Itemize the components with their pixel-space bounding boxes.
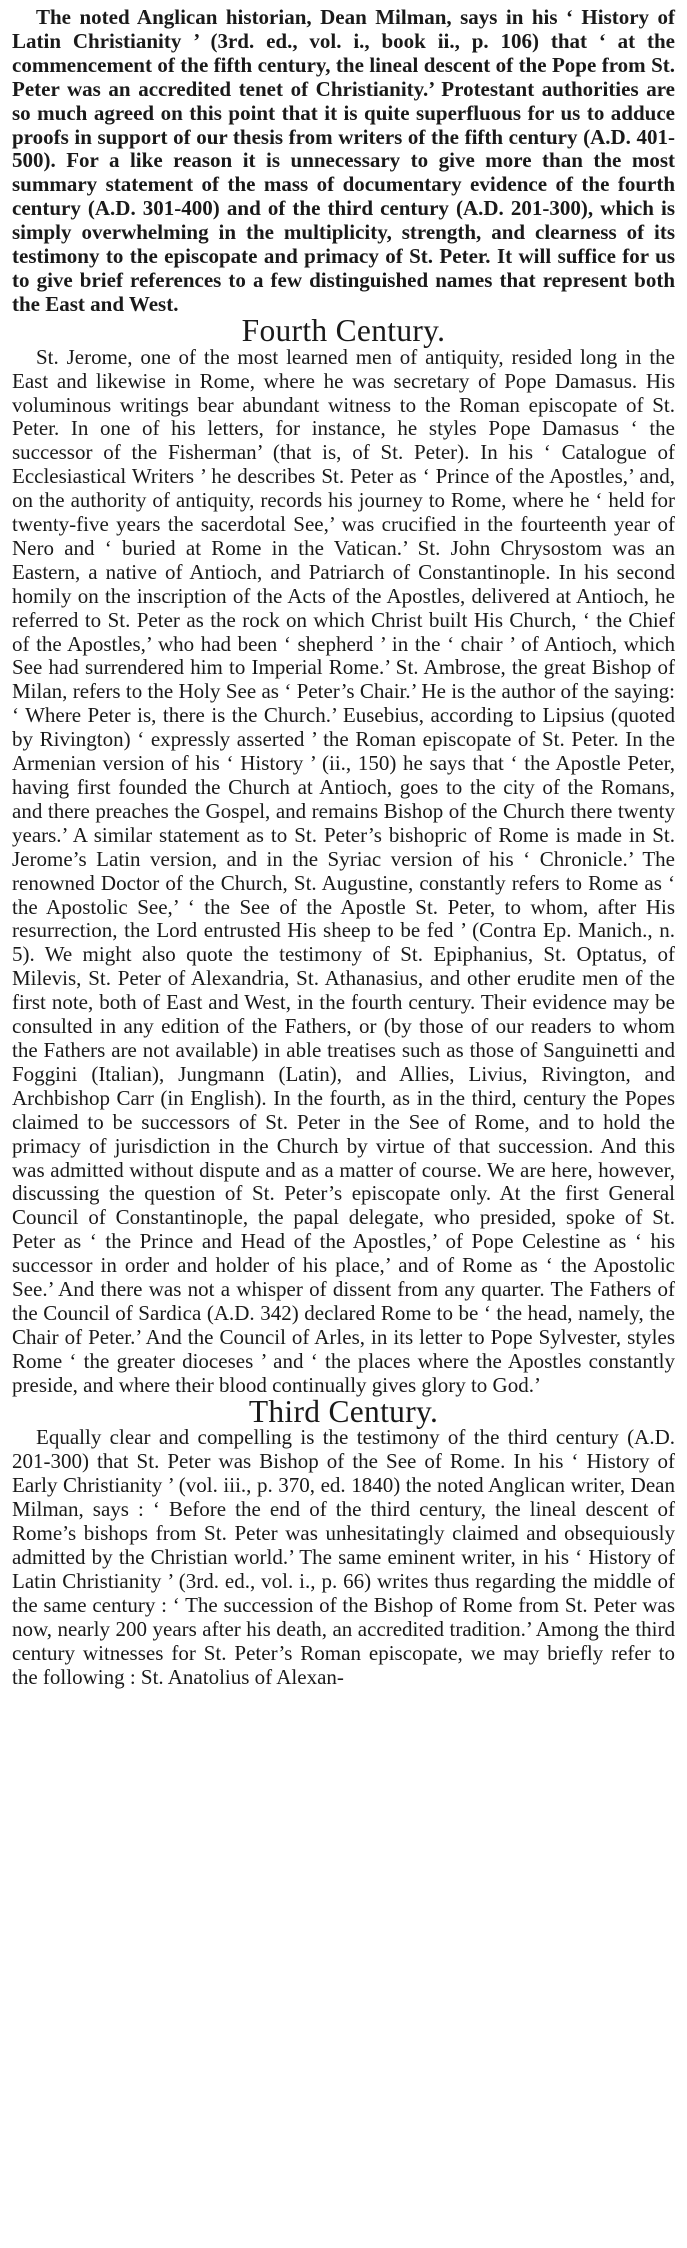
fourth-century-paragraph: St. Jerome, one of the most learned men of antiquity, resided long in the East and likewise in Rome, where he was secretary of Pope Damasus. His voluminous writings bear abundant witness to the Roman episcopate of St. Peter. In one of his letters, for instance, he styles Pope Damasus ‘ the successor of the Fisherman’ (that is, of St. Peter). In his ‘ Catalogue of Ecclesiastical Writers ’ he describes St. Peter as ‘ Prince of the Apostles,’ and, on the authority of antiquity, records his journey to Rome, where he ‘ held for twenty-five years the sacerdotal See,’ was crucified in the fourteenth year of Nero and ‘ buried at Rome in the Vatican.’ St. John Chrysostom was an Eastern, a native of Antioch, and Patriarch of Constantinople. In his second homily on the inscription of the Acts of the Apostles, delivered at Antioch, he referred to St. Peter as the rock on which Christ built His Church, ‘ the Chief of the Apostles,’ who had been ‘ shepherd ’ in the ‘ chair ’ of Antioch, which See had surrendered him to Imperial Rome.’ St. Ambrose, the great Bishop of Milan, refers to the Holy See as ‘ Peter’s Chair.’ He is the author of the saying: ‘ Where Peter is, there is the Church.’ Eusebius, according to Lipsius (quoted by Rivington) ‘ expressly asserted ’ the Roman episcopate of St. Peter. In the Armenian version of his ‘ History ’ (ii., 150) he says that ‘ the Apostle Peter, having first founded the Church at Antioch, goes to the city of the Romans, and there preaches the Gospel, and remains Bishop of the Church there twenty years.’ A similar statement as to St. Peter’s bishopric of Rome is made in St. Jerome’s Latin version, and in the Syriac version of his ‘ Chronicle.’ The renowned Doctor of the Church, St. Augustine, constantly refers to Rome as ‘ the Apostolic See,’ ‘ the See of the Apostle St. Peter, to whom, after His resurrection, the Lord entrusted His sheep to be fed ’ (Contra Ep. Manich., n. 5). We might also quote the testimony of St. Epiphanius, St. Optatus, of Milevis, St. Peter of Alexandria, St. Athanasius, and other erudite men of the first note, both of East and West, in the fourth century. Their evidence may be consulted in any edition of the Fathers, or (by those of our readers to whom the Fathers are not available) in able treatises such as those of Sanguinetti and Foggini (Italian), Jungmann (Latin), and Allies, Livius, Rivington, and Archbishop Carr (in English). In the fourth, as in the third, century the Popes claimed to be successors of St. Peter in the See of Rome, and to hold the primacy of jurisdiction in the Church by virtue of that succession. And this was admitted without dispute and as a matter of course. We are here, however, discussing the question of St. Peter’s episcopate only. At the first General Council of Constantinople, the papal delegate, who presided, spoke of St. Peter as ‘ the Prince and Head of the Apostles,’ of Pope Celestine as ‘ his successor in order and holder of his place,’ and of Rome as ‘ the Apostolic See.’ And there was not a whisper of dissent from any quarter. The Fathers of the Council of Sardica (A.D. 342) declared Rome to be ‘ the head, namely, the Chair of Peter.’ And the Council of Arles, in its letter to Pope Sylvester, styles Rome ‘ the greater dioceses ’ and ‘ the places where the Apostles constantly preside, and where their blood continually gives glory to God.’ [12,344,675,1397]
intro-paragraph: The noted Anglican historian, Dean Milman, says in his ‘ History of Latin Christianity ’ (3rd. ed., vol. i., book ii., p. 106) that ‘ at the commencement of the fifth century, the lineal descent of the Pope from St. Peter was an accredited tenet of Christianity.’ Protestant authorities are so much agreed on this point that it is quite superfluous for us to adduce proofs in support of our thesis from writers of the fifth century (A.D. 401-500). For a like reason it is unnecessary to give more than the most summary statement of the mass of documentary evidence of the fourth century (A.D. 301-400) and of the third century (A.D. 201-300), which is simply overwhelming in the multiplicity, strength, and clearness of its testimony to the episcopate and primacy of St. Peter. It will suffice for us to give brief references to a few distinguished names that represent both the East and West. [12,5,675,316]
section-heading-third-century: Third Century. [248,1393,439,1429]
section-heading-fourth-century: Fourth Century. [241,312,446,348]
third-century-paragraph: Equally clear and compelling is the testimony of the third century (A.D. 201-300) that St. Peter was Bishop of the See of Rome. In his ‘ History of Early Christianity ’ (vol. iii., p. 370, ed. 1840) the noted Anglican writer, Dean Milman, says : ‘ Before the end of the third century, the lineal descent of Rome’s bishops from St. Peter was unhesitatingly claimed and obsequiously admitted by the Christian world.’ The same eminent writer, in his ‘ History of Latin Christianity ’ (3rd. ed., vol. i., p. 66) writes thus regarding the middle of the same century : ‘ The succession of the Bishop of Rome from St. Peter was now, nearly 200 years after his death, an accredited tradition.’ Among the third century witnesses for St. Peter’s Roman episcopate, we may briefly refer to the following : St. Anatolius of Alexan- [12,1425,675,1689]
